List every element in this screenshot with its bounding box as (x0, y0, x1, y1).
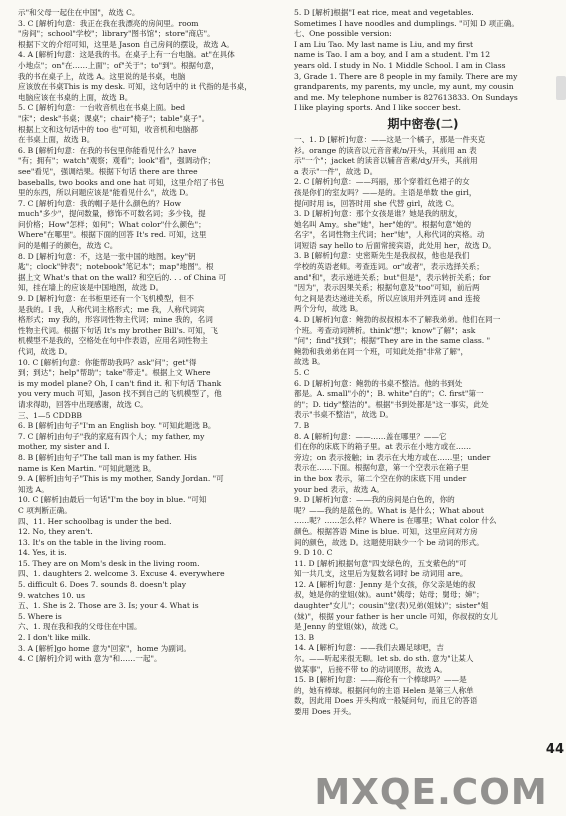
text-line: 要用 Does 开头。 (294, 707, 356, 716)
text-line: mother, my sister and I. (18, 442, 110, 452)
text-line: 14. A [解析]句意：——我们去踢足球吧，吉 (294, 643, 444, 653)
text-line: 六、1. 现在我和我的父母住在中国。 (18, 622, 142, 632)
text-line: 格形式；my 我的，形容词性物主代词；mine 我的，名词 (18, 315, 213, 325)
text-line: 据上文 What's that on the wall? 和空后的. . . of China 可 (18, 272, 227, 282)
text-line: 在书桌上面，故选 B。 (18, 135, 95, 145)
text-line: 三、1—5 CDDBB (18, 410, 83, 420)
text-line: a 表示"一件"，故选 D。 (294, 166, 378, 176)
text-line: "床"；desk"书桌；课桌"；chair"椅子"；table"桌子"。 (18, 113, 210, 123)
text-line: 知一共几支，这里后为复数名词时 be 动词用 are。 (294, 569, 468, 579)
text-line: 一、1. D [解析]句意：——这是一个橘子，那是一件夹克 (294, 134, 486, 144)
text-line: your bed 表示，故选 A。 (294, 484, 384, 494)
text-line: 故选 B。 (294, 357, 325, 367)
text-line: 8. D [解析]句意：不，这是一张中国的地图。key"钥 (18, 251, 196, 261)
text-line: 5. Where is (18, 611, 62, 621)
text-line: 3. D [解析]句意：那个女孩是谁？她是我的朋友， (294, 209, 463, 219)
text-line: 到；到达"；help"帮助"；take"带走"。根据上文 Where (18, 368, 211, 378)
text-line: 是我的。I 我，人称代词主格形式；me 我，人称代词宾 (18, 304, 205, 314)
text-line: baseballs, two books and one hat 可知，这里介绍了书包 (18, 177, 225, 187)
text-line: 14. Yes, it is. (18, 548, 67, 558)
text-line: 的"；D. tidy"整洁的"。根据"书到处都是"这一事实，此处 (294, 399, 489, 409)
text-line: 4. A [解析]句意：这是我的书。在桌子上有一台电脑。at"在具体 (18, 50, 235, 60)
text-line: 4. D [解析]句意：鲍勃的叔叔根本不了解我弟弟。他们在同一 (294, 315, 501, 325)
text-line: 根据上文和这句话中的 too 也"可知，收音机和电脑都 (18, 124, 198, 134)
right-column (294, 8, 552, 718)
text-line: 衫。orange 的读音以元音音素/ɒ/开头，其前用 an 表 (294, 145, 477, 155)
text-line: 4. C [解析]介词 with 意为"和……一起"。 (18, 654, 162, 664)
text-line: "有；拥有"；watch"观察；观看"；look"看"，强调动作； (18, 156, 216, 166)
text-line: 尔。——听起来很无聊。let sb. do sth. 意为"让某人 (294, 654, 474, 664)
text-line: 10. C [解析]句意：你能帮助我吗？ask"问"；get"得 (18, 357, 197, 367)
text-line: 们在你的床底下的箱子里。at 表示在小地方或在…… (294, 442, 472, 452)
text-line: 呢？——我的是蓝色的。What is 是什么；What about (294, 505, 484, 515)
text-line: 知选 A。 (18, 484, 49, 494)
text-line: 13. It's on the table in the living room. (18, 537, 167, 547)
text-line: 10. C [解析]由最后一句话"I'm the boy in blue. "可知 (18, 495, 207, 505)
text-line: 表示在……下面。根据句意，第一个空表示在箱子里 (294, 463, 469, 473)
text-line: 电脑应该在书桌的上面，故选 B。 (18, 92, 133, 102)
text-line: 9. A [解析]由句子"This is my mother, Sandy Jordan. "可 (18, 474, 224, 484)
text-line: is my model plane? Oh, I can't find it. 和下句话 Thank (18, 378, 222, 388)
text-line: 鲍勃和我弟弟在同一个班，可知此处指"非常了解"， (294, 346, 469, 356)
text-line: 3. B [解析]句意：史密斯先生是我叔叔，他也是我们 (294, 251, 470, 261)
text-line: and me. My telephone number is 827613833. On Sundays (294, 92, 518, 102)
text-line: 11. D [解析]根据句意"四支绿色的，五支紫色的"可 (294, 558, 467, 568)
text-line: 机模型不是我的，空格处在句中作表语，应用名词性物主 (18, 336, 208, 346)
text-line: 9. D [解析]句意：——我的房间是白色的，你的 (294, 495, 455, 505)
text-line: 8. B [解析]由句子"The tall man is my father. His (18, 452, 197, 462)
text-line: 间的颜色，故选 D。这题使用缺少一个 be 动词的形式。 (294, 537, 484, 547)
text-line: 7. C [解析]句意：我的帽子是什么颜色的？How (18, 198, 182, 208)
text-line: 小地点"；on"在……上面"；of"关于"；to"到"。根据句意， (18, 60, 219, 70)
page-number: 44 (545, 742, 564, 757)
text-line: 示"和父母一起住在中国"，故选 C。 (18, 8, 140, 17)
watermark: MXQE.COM (314, 772, 548, 813)
text-line: 5. C [解析]句意：一台收音机也在书桌上面。bed (18, 103, 186, 113)
text-line: 6. D [解析]句意：鲍勃的书桌不整洁。他的书到处 (294, 378, 463, 388)
text-line: 15. They are on Mom's desk in the living room. (18, 558, 200, 568)
text-line: 5. difficult 6. Does 7. sounds 8. doesn't play (18, 580, 187, 590)
text-line: ……呢？……怎么样？Where is 在哪里；What color 什么 (294, 516, 497, 526)
text-line: years old. I study in No. 1 Middle School. I am in Class (294, 60, 506, 70)
text-line: 7. C [解析]由句子"我的家庭有四个人；my father, my (18, 431, 205, 441)
text-line: 表示"书桌不整洁"，故选 D。 (294, 410, 394, 420)
text-line: 她名叫 Amy。she"她"，her"她的"。根据句意"她的 (294, 219, 472, 229)
text-line: 8. A [解析]句意：——……盖在哪里？——它 (294, 431, 447, 441)
text-line: Where"在哪里"。根据下面的回答 It's red. 可知，这里 (18, 230, 207, 240)
text-line: 词短语 say hello to 后面常接宾语，此处用 her，故选 D。 (294, 240, 496, 250)
text-line: 3. A [解析]go home 意为"回家"，home 为副词。 (18, 643, 191, 653)
text-line: 知，挂在墙上的应该是中国地图，故选 D。 (18, 283, 164, 293)
text-line: 学校的英语老师。考查连词。or"或者"，表示选择关系； (294, 262, 484, 272)
text-line: "房间"；school"学校"；library"图书馆"；store"商店"。 (18, 29, 215, 39)
text-line: 性物主代词。根据下句话 It's my brother Bill's. 可知，飞 (18, 325, 218, 335)
text-line: 都是。A. small"小的"；B. white"白的"；C. first"第一 (294, 389, 484, 399)
text-line: 6. B [解析]由句子"I'm an English boy. "可知此题选 B。 (18, 421, 216, 431)
text-line: 五、1. She is 2. Those are 3. Is; your 4. What is (18, 601, 199, 611)
text-line: 里的东西，所以问题应该是"能看见什么"，故选 D。 (18, 188, 193, 198)
text-line: 9. D [解析]句意：在书柜里还有一个飞机模型，但不 (18, 294, 194, 304)
text-line: and"和"，表示递进关系；but"但是"，表示转折关系；for (294, 272, 491, 282)
text-line: 匙"；clock"钟表"；notebook"笔记本"；map"地图"。根 (18, 262, 214, 272)
text-line: daughter"女儿"；cousin"堂(表)兄弟(姐妹)"；sister"姐 (294, 601, 489, 611)
text-line: 问价格；How"怎样；如何"；What color"什么颜色"； (18, 219, 206, 229)
text-line: 问的是帽子的颜色，故选 C。 (18, 241, 118, 251)
text-line: 5. C (294, 368, 310, 377)
text-line: 个班。考查动词辨析。think"想"；know"了解"；ask (294, 325, 476, 335)
text-line: 12. A [解析]句意：Jenny 是个女孩，你父亲是她的叔 (294, 579, 476, 589)
text-line: 3. C [解析]句意：我正在我在我漂亮的房间里。room (18, 18, 199, 28)
text-line: 叔，她是你的堂姐(妹)。aunt"姨母；姑母；舅母；婶"； (294, 590, 484, 600)
text-line: 15. B [解析]句意：——海伦有一个棒球吗？——是 (294, 675, 467, 685)
text-line: much"多少"，提问数量，修饰不可数名词；多少钱，提 (18, 209, 206, 219)
text-line: I like playing sports. And I like soccer best. (294, 103, 461, 113)
text-line: 我的书在桌子上，故选 A。这里说的是书桌，电脑 (18, 71, 186, 81)
text-line: in the box 表示，第二个空在你的床底下用 under (294, 473, 467, 483)
section-title: 期中密卷(二) (387, 116, 459, 131)
text-line: 七、One possible version: (294, 29, 392, 39)
text-line: 9. watches 10. us (18, 590, 85, 600)
text-line: 7. B (294, 420, 310, 430)
right-column-top (294, 8, 552, 114)
text-line: 四、11. Her schoolbag is under the bed. (18, 516, 172, 526)
text-line: grandparents, my parents, my uncle, my aunt, my cousin (294, 82, 514, 92)
text-line: name is Tao. I am a boy, and I am a student. I'm 12 (294, 50, 491, 60)
text-line: 做某事"，后接不带 to 的动词原形，故选 A。 (294, 664, 447, 674)
right-column-bottom (294, 135, 552, 718)
text-line: Sometimes I have noodles and dumplings. "可知 D 项正确。 (294, 18, 519, 28)
text-line: C 项判断正确。 (18, 505, 72, 515)
text-line: 旁边；on 表示接触；in 表示在大地方或在……里；under (294, 452, 491, 462)
text-line: 名字"，名词性物主代词；her"她"，人称代词的宾格。动 (294, 230, 485, 240)
text-line: (妹)"，根据 your father is her uncle 可知，你叔叔的女儿 (294, 611, 498, 621)
text-line: 请求得助，回答中出现感谢，故选 C。 (18, 399, 148, 409)
page-edge-tab (556, 76, 566, 100)
text-line: 句之间是表达递进关系，所以应该用并列连词 and 连接 (294, 293, 481, 303)
text-line: 两个分句，故选 B。 (294, 304, 363, 314)
text-line: 根据下文的介绍可知，这里是 Jason 自己房间的摆设，故选 A。 (18, 39, 234, 49)
text-line: 5. D [解析]根据"I eat rice, meat and vegetables. (294, 8, 474, 17)
text-line: 9. D 10. C (294, 548, 333, 558)
text-line: 13. B (294, 632, 315, 642)
text-line: 数，因此用 Does 开头构成一般疑问句，而且它的答语 (294, 696, 478, 706)
text-line: 四、1. daughters 2. welcome 3. Excuse 4. everywhere (18, 569, 225, 579)
text-line: 孩是你们的室友吗？——是的。主语是单数 the girl， (294, 187, 477, 197)
text-line: "因为"，表示因果关系；根据句意及"too"可知，前后两 (294, 283, 480, 293)
text-line: 2. I don't like milk. (18, 633, 91, 643)
text-line: 是 Jenny 的堂姐(妹)，故选 C。 (294, 622, 403, 632)
left-column (18, 8, 278, 665)
text-line: 12. No, they aren't. (18, 527, 93, 537)
text-line: 3, Grade 1. There are 8 people in my family. There are my (294, 71, 518, 81)
text-line: 代词，故选 D。 (18, 347, 73, 356)
text-line: "问"；find"找到"；根据"They are in the same class. " (294, 336, 491, 346)
text-line: 的，她有棒球。根据问句的主语 Helen 是第三人称单 (294, 685, 474, 695)
text-line: I am Liu Tao. My last name is Liu, and my first (294, 39, 474, 49)
text-line: 应该放在书桌This is my desk. 可知，这句话中的 it 代指的是书桌， (18, 82, 252, 92)
text-line: name is Ken Martin. "可知此题选 B。 (18, 463, 156, 473)
text-line: 6. B [解析]句意：在我的书包里你能看见什么？have (18, 145, 197, 155)
text-line: 颜色。根据答语 Mine is blue. 可知，这里应问对方房 (294, 526, 478, 536)
text-line: you very much 可知，Jason 找不到自己的飞机模型了，他 (18, 389, 222, 399)
text-line: 2. C [解析]句意：——玛丽，那个穿着红色裙子的女 (294, 177, 470, 187)
text-line: 示"一个"；jacket 的读音以辅音音素/dʒ/开头，其前用 (294, 156, 478, 166)
text-line: see"看见"，强调结果。根据下句话 there are three (18, 166, 198, 176)
text-line: 提问时用 is，回答时用 she 代替 girl，故选 C。 (294, 198, 459, 208)
